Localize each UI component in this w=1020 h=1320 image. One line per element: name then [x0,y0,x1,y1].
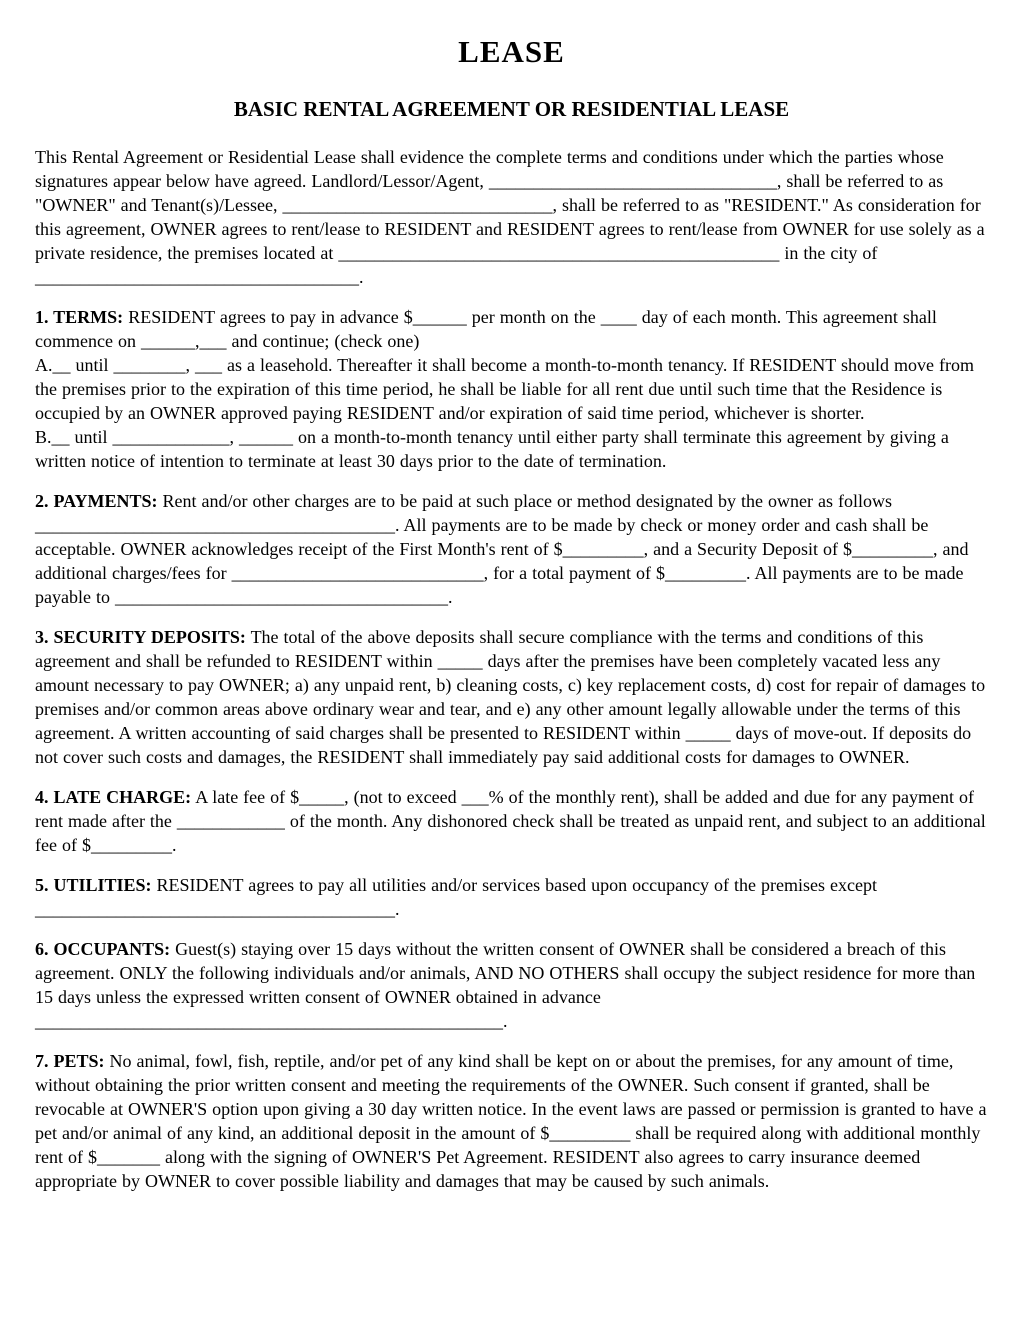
section-late-charge [35,785,988,857]
section-terms-paragraph-2: A.__ until ________, ___ as a leasehold. Thereafter it shall become a month-to-month tenancy. If RESIDENT should move from the premises prior to the expiration of this time period, he shall be liable for all rent due until such time that the Residence is occupied by an OWNER approved paying RESIDENT and/or expiration of said time period, whichever is shorter. [35,354,974,423]
section-late-charge-heading: 4. LATE CHARGE: [35,786,192,807]
intro-paragraph: This Rental Agreement or Residential Lease shall evidence the complete terms and conditions under which the parties whose signatures appear below have agreed. Landlord/Lessor/Agent, ________________________________, shall be referred to as "OWNER" and Tenant(s)/Lessee, ______________________________, shall be referred to as "RESIDENT." As consideration for this agreement, OWNER agrees to rent/lease to RESIDENT and RESIDENT agrees to rent/lease from OWNER for use solely as a private residence, the premises located at _________________________________________________ in the city of ____________________________________. [35,146,985,287]
section-terms-paragraph-3: B.__ until _____________, ______ on a month-to-month tenancy until either party shall terminate this agreement by giving a written notice of intention to terminate at least 30 days prior to the date of termination. [35,426,949,471]
sections-list [35,305,988,1193]
section-occupants [35,937,988,1033]
section-terms-paragraph-1: 1. TERMS: RESIDENT agrees to pay in advance $______ per month on the ____ day of each month. This agreement shall commence on ______,___ and continue; (check one) [35,306,937,351]
section-security-deposits-heading: 3. SECURITY DEPOSITS: [35,626,246,647]
document-subtitle: BASIC RENTAL AGREEMENT OR RESIDENTIAL LEASE [233,96,790,121]
section-occupants-heading: 6. OCCUPANTS: [35,938,171,959]
section-pets-paragraph-1: 7. PETS: No animal, fowl, fish, reptile, and/or pet of any kind shall be kept on or about the premises, for any amount of time, without obtaining the prior written consent and meeting the requirements of the OWNER. Such consent if granted, shall be revocable at OWNER'S option upon giving a 30 day written notice. In the event laws are passed or permission is granted to have a pet and/or animal of any kind, an additional deposit in the amount of $_________ shall be required along with additional monthly rent of $_______ along with the signing of OWNER'S Pet Agreement. RESIDENT also agrees to carry insurance deemed appropriate by OWNER to cover possible liability and damages that may be caused by such animals. [35,1050,987,1191]
section-terms [35,305,988,473]
section-utilities-paragraph-1: 5. UTILITIES: RESIDENT agrees to pay all utilities and/or services based upon occupancy of the premises except ________________________________________. [35,874,877,919]
section-terms-heading: 1. TERMS: [35,306,124,327]
section-late-charge-paragraph-1: 4. LATE CHARGE: A late fee of $_____, (not to exceed ___% of the monthly rent), shall be added and due for any payment of rent made after the ____________ of the month. Any dishonored check shall be treated as unpaid rent, and subject to an additional fee of $_________. [35,786,986,855]
section-occupants-paragraph-1: 6. OCCUPANTS: Guest(s) staying over 15 days without the written consent of OWNER shall be considered a breach of this agreement. ONLY the following individuals and/or animals, AND NO OTHERS shall occupy the subject residence for more than 15 days unless the expressed written consent of OWNER obtained in advance ____________________________________________________. [35,938,976,1031]
document-title: LEASE [458,34,565,69]
section-pets [35,1049,988,1193]
section-payments-heading: 2. PAYMENTS: [35,490,158,511]
section-utilities [35,873,988,921]
section-security-deposits-paragraph-1: 3. SECURITY DEPOSITS: The total of the above deposits shall secure compliance with the terms and conditions of this agreement and shall be refunded to RESIDENT within _____ days after the premises have been completely vacated less any amount necessary to pay OWNER; a) any unpaid rent, b) cleaning costs, c) key replacement costs, d) cost for repair of damages to premises and/or common areas above ordinary wear and tear, and e) any other amount legally allowable under the terms of this agreement. A written accounting of said charges shall be presented to RESIDENT within _____ days of move-out. If deposits do not cover such costs and damages, the RESIDENT shall immediately pay said additional costs for damages to OWNER. [35,626,986,767]
section-payments-paragraph-1: 2. PAYMENTS: Rent and/or other charges are to be paid at such place or method designated by the owner as follows ________________________________________. All payments are to be made by check or money order and cash shall be acceptable. OWNER acknowledges receipt of the First Month's rent of $_________, and a Security Deposit of $_________, and additional charges/fees for ____________________________, for a total payment of $_________. All payments are to be made payable to _____________________________________. [35,490,969,607]
section-utilities-heading: 5. UTILITIES: [35,874,152,895]
section-payments [35,489,988,609]
section-security-deposits [35,625,988,769]
section-pets-heading: 7. PETS: [35,1050,105,1071]
